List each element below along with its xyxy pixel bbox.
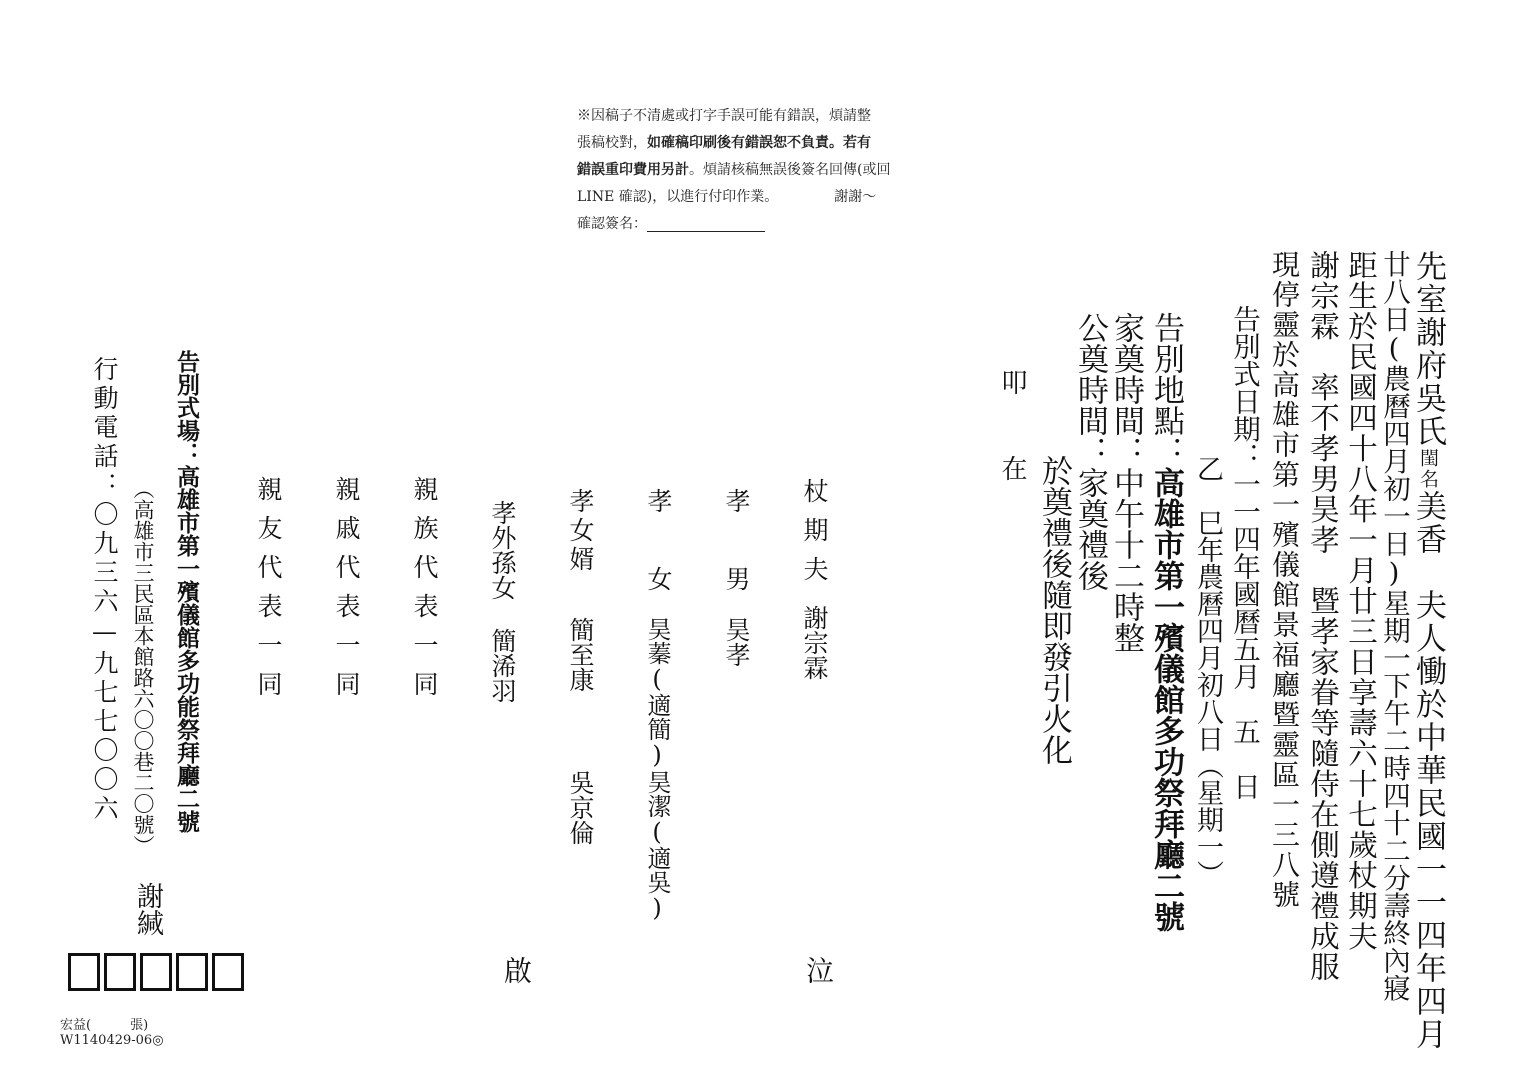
- signature-line[interactable]: [647, 217, 765, 232]
- daughter-name-1: 昊蓁(適簡): [643, 617, 671, 769]
- granddaughter-title: 孝外孫女: [488, 500, 517, 600]
- son-name: 昊孝: [722, 617, 751, 667]
- notice-signature-row: [577, 211, 962, 238]
- blank-box: [212, 953, 244, 991]
- notice-line-4: [577, 184, 962, 211]
- proofreading-notice: [577, 103, 962, 238]
- thanks-seal: 謝緘: [132, 882, 163, 936]
- name-note: 閨名: [1417, 448, 1439, 490]
- soninlaw-name-2: 吳京倫: [566, 770, 595, 845]
- kai-char: 啟: [500, 956, 533, 984]
- notice-line-2-bold: 如確稿印刷後有錯誤恕不負責。若有: [647, 135, 871, 151]
- cremation-note: 於奠禮後隨即發引火化: [1036, 455, 1072, 765]
- venue-name: 告別式場：高雄市第一殯儀館多功能祭拜廳二號: [173, 350, 200, 833]
- qi-char: 泣: [802, 956, 835, 984]
- blank-box: [68, 953, 100, 991]
- notice-line-3: [577, 157, 962, 184]
- public-ceremony-time: 公奠時間：家奠禮後: [1072, 312, 1108, 591]
- obituary-line-4: 謝宗霖 率不孝男昊孝 暨孝家眷等隨侍在側遵禮成服: [1306, 250, 1340, 982]
- notice-line-3-regular: 。煩請核稿無誤後簽名回傳(或回: [689, 162, 891, 178]
- signature-label: 確認簽名：: [577, 216, 647, 232]
- blank-box: [140, 953, 172, 991]
- zai-char: 在: [997, 455, 1027, 481]
- relatives-representatives: 親戚代表一同: [332, 476, 361, 710]
- obituary-line-3: 距生於民國四十八年一月廿三日享壽六十七歲杖期夫: [1344, 250, 1378, 952]
- print-code: W1140429-06◎: [60, 1033, 164, 1048]
- venue-address: （高雄市三民區本館路六〇〇巷二〇號）: [131, 478, 155, 856]
- friends-representatives: 親友代表一同: [254, 476, 283, 710]
- notice-line-4-text: LINE 確認)，以進行付印作業。: [577, 189, 779, 205]
- son-title: 孝 男: [722, 488, 751, 605]
- daughter-name-2: 昊潔(適吳): [643, 770, 671, 922]
- daughter-title: 孝 女: [644, 488, 673, 605]
- kou-char: 叩: [997, 369, 1027, 395]
- funeral-lunar-date: 乙 巳年農曆四月初八日（星期一）: [1192, 455, 1223, 887]
- funeral-place: 告別地點：高雄市第一殯儀館多功祭拜廳二號: [1148, 312, 1184, 932]
- husband-title: 杖期夫: [800, 478, 829, 595]
- husband-name: 謝宗霖: [800, 605, 829, 680]
- blank-box: [104, 953, 136, 991]
- printer-mark: 宏益( 張): [60, 1018, 149, 1033]
- clan-representatives: 親族代表一同: [410, 476, 439, 710]
- notice-line-3-bold: 錯誤重印費用另計: [577, 162, 689, 178]
- obituary-line-1: 先室謝府吳氏閨名美香 夫人慟於中華民國一一四年四月: [1410, 250, 1446, 1051]
- granddaughter-name: 簡浠羽: [488, 628, 517, 703]
- obituary-line-2: 廿八日(農曆四月初一日)星期一下午二時四十二分壽終內寢: [1378, 250, 1410, 1002]
- venue-phone: 行動電話：〇九三六—九七七〇〇六: [90, 356, 119, 824]
- notice-line-1: ※因稿子不清處或打字手誤可能有錯誤，煩請整: [577, 108, 871, 124]
- blank-box: [176, 953, 208, 991]
- family-ceremony-time: 家奠時間：中午十二時整: [1108, 312, 1144, 653]
- blank-boxes: [68, 953, 244, 991]
- notice-thanks: 謝謝～: [834, 189, 877, 205]
- obituary-line-5: 現停靈於高雄市第一殯儀館景福廳暨靈區一三八號: [1268, 250, 1301, 910]
- soninlaw-name-1: 簡至康: [566, 617, 595, 692]
- soninlaw-title: 孝女婿: [566, 488, 595, 575]
- notice-line-2-regular: 張稿校對，: [577, 135, 647, 151]
- notice-line-2: [577, 130, 962, 157]
- funeral-date: 告別式日期：一一四年國曆五月 五 日: [1228, 305, 1260, 800]
